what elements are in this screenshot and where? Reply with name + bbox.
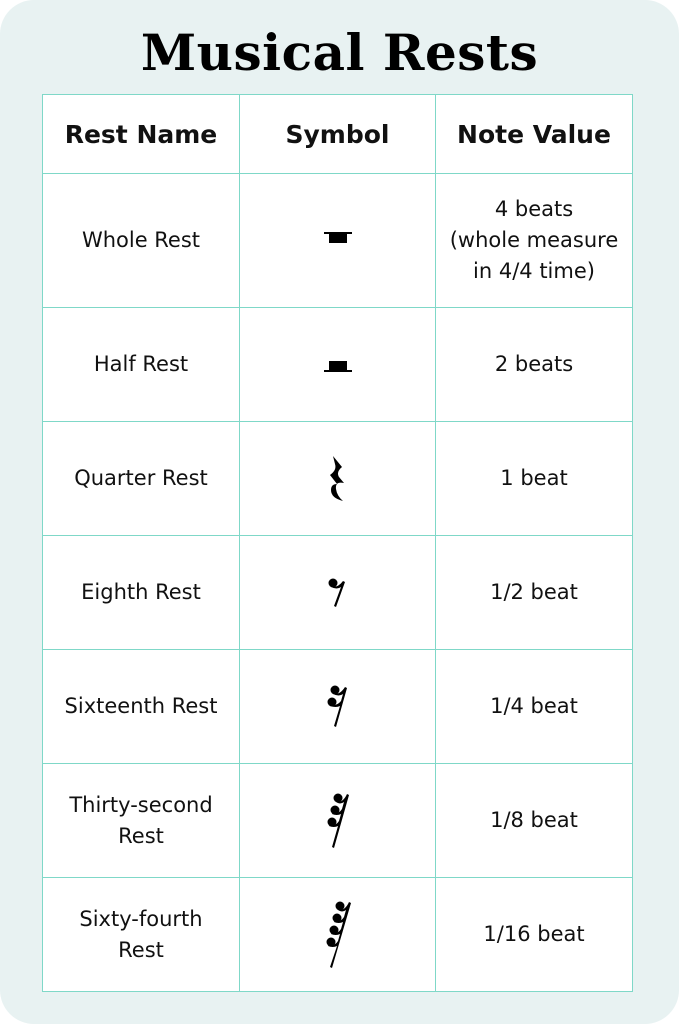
rest-name: Sixty-fourth Rest	[43, 878, 240, 992]
eighth-rest-icon	[323, 575, 353, 611]
rest-name: Eighth Rest	[43, 536, 240, 650]
table-row	[43, 308, 633, 422]
quarter-rest-icon	[323, 454, 353, 504]
table-row	[43, 878, 633, 992]
rest-name: Sixteenth Rest	[43, 650, 240, 764]
symbol-cell	[240, 422, 436, 536]
table-row	[43, 422, 633, 536]
symbol-cell	[240, 764, 436, 878]
header-note-value: Note Value	[436, 95, 633, 174]
thirty-second-rest-icon	[323, 790, 353, 852]
table-row	[43, 536, 633, 650]
table-row	[43, 650, 633, 764]
header-symbol: Symbol	[240, 95, 436, 174]
symbol-cell	[240, 878, 436, 992]
note-value: 2 beats	[436, 308, 633, 422]
symbol-cell	[240, 174, 436, 308]
note-value: 4 beats (whole measure in 4/4 time)	[436, 174, 633, 308]
whole-rest-icon	[318, 226, 358, 256]
sixty-fourth-rest-icon	[322, 898, 354, 972]
table-row	[43, 174, 633, 308]
note-value: 1 beat	[436, 422, 633, 536]
header-rest-name: Rest Name	[43, 95, 240, 174]
page-title: Musical Rests	[140, 23, 539, 82]
half-rest-icon	[318, 350, 358, 380]
rest-name: Half Rest	[43, 308, 240, 422]
note-value: 1/4 beat	[436, 650, 633, 764]
rest-name: Thirty-second Rest	[43, 764, 240, 878]
header-row	[43, 95, 633, 174]
note-value: 1/2 beat	[436, 536, 633, 650]
sixteenth-rest-icon	[323, 682, 353, 732]
symbol-cell	[240, 650, 436, 764]
note-value: 1/8 beat	[436, 764, 633, 878]
table-row	[43, 764, 633, 878]
symbol-cell	[240, 536, 436, 650]
rest-name: Whole Rest	[43, 174, 240, 308]
note-value: 1/16 beat	[436, 878, 633, 992]
symbol-cell	[240, 308, 436, 422]
rest-name: Quarter Rest	[43, 422, 240, 536]
rests-table	[42, 94, 633, 992]
